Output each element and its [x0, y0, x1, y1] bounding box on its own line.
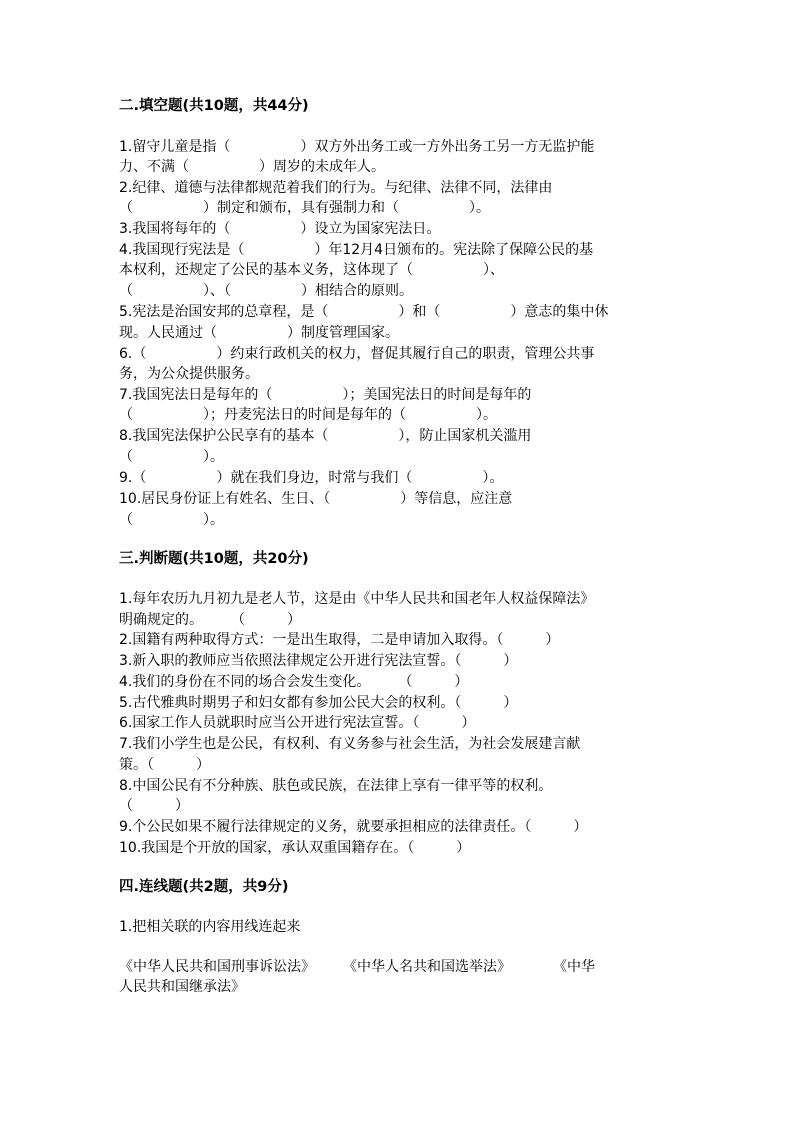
question-line: 务，为公众提供服务。 — [119, 366, 259, 382]
question-line: 7.我们小学生也是公民，有权利、有义务参与社会生活，为社会发展建言献 — [119, 736, 581, 752]
question-line: 明确规定的。 （ ） — [119, 612, 301, 628]
section-title-true-false: 三.判断题(共10题，共20分) — [119, 551, 309, 567]
question-line: 力、不满（ ）周岁的未成年人。 — [119, 159, 385, 175]
question-line: （ ）；丹麦宪法日的时间是每年的（ ）。 — [119, 407, 497, 423]
section-title-fill-blank: 二.填空题(共10题，共44分) — [119, 98, 309, 114]
matching-items-line: 人民共和国继承法》 — [119, 979, 245, 995]
question-line: 9.（ ）就在我们身边，时常与我们（ ）。 — [119, 470, 504, 486]
question-line: 2.国籍有两种取得方式：一是出生取得，二是申请加入取得。（ ） — [119, 632, 560, 648]
question-line: 3.新入职的教师应当依照法律规定公开进行宪法宣誓。（ ） — [119, 653, 518, 669]
question-line: 现。人民通过（ ）制度管理国家。 — [119, 325, 399, 341]
question-line: 4.我们的身份在不同的场合会发生变化。 （ ） — [119, 674, 469, 690]
question-line: （ ）、（ ）相结合的原则。 — [119, 283, 413, 299]
matching-items-line: 《中华人民共和国刑事诉讼法》 《中华人名共和国选举法》 《中华 — [119, 959, 595, 975]
question-line: （ ）。 — [119, 449, 224, 465]
question-line: 6.国家工作人员就职时应当公开进行宪法宣誓。（ ） — [119, 715, 476, 731]
question-line: 6.（ ）约束行政机关的权力，督促其履行自己的职责，管理公共事 — [119, 346, 595, 362]
question-line: （ ）制定和颁布，具有强制力和（ ）。 — [119, 200, 490, 216]
question-line: 1.留守儿童是指（ ）双方外出务工或一方外出务工另一方无监护能 — [119, 139, 595, 155]
question-line: 9.个公民如果不履行法律规定的义务，就要承担相应的法律责任。（ ） — [119, 819, 588, 835]
question-line: 策。（ ） — [119, 757, 210, 773]
question-line: 7.我国宪法日是每年的（ ）；美国宪法日的时间是每年的 — [119, 387, 532, 403]
question-line: 2.纪律、道德与法律都规范着我们的行为。与纪律、法律不同，法律由 — [119, 180, 553, 196]
question-line: 1.把相关联的内容用线连起来 — [119, 919, 301, 935]
question-line: 1.每年农历九月初九是老人节，这是由《中华人民共和国老年人权益保障法》 — [119, 591, 595, 607]
question-line: 10.居民身份证上有姓名、生日、（ ）等信息，应注意 — [119, 491, 513, 507]
question-line: 5.古代雅典时期男子和妇女都有参加公民大会的权利。（ ） — [119, 695, 518, 711]
question-line: 8.我国宪法保护公民享有的基本（ ），防止国家机关滥用 — [119, 428, 532, 444]
section-title-matching: 四.连线题(共2题，共9分) — [119, 879, 289, 895]
question-line: （ ）。 — [119, 512, 224, 528]
question-line: 4.我国现行宪法是（ ）年12月4日颁布的。宪法除了保障公民的基 — [119, 242, 594, 258]
question-line: （ ） — [119, 798, 189, 814]
question-line: 8.中国公民有不分种族、肤色或民族，在法律上享有一律平等的权利。 — [119, 778, 553, 794]
question-line: 5.宪法是治国安邦的总章程，是（ ）和（ ）意志的集中休 — [119, 304, 609, 320]
question-line: 3.我国将每年的（ ）设立为国家宪法日。 — [119, 221, 441, 237]
question-line: 本权利，还规定了公民的基本义务，这体现了（ ）、 — [119, 262, 504, 278]
question-line: 10.我国是个开放的国家，承认双重国籍存在。（ ） — [119, 840, 471, 856]
